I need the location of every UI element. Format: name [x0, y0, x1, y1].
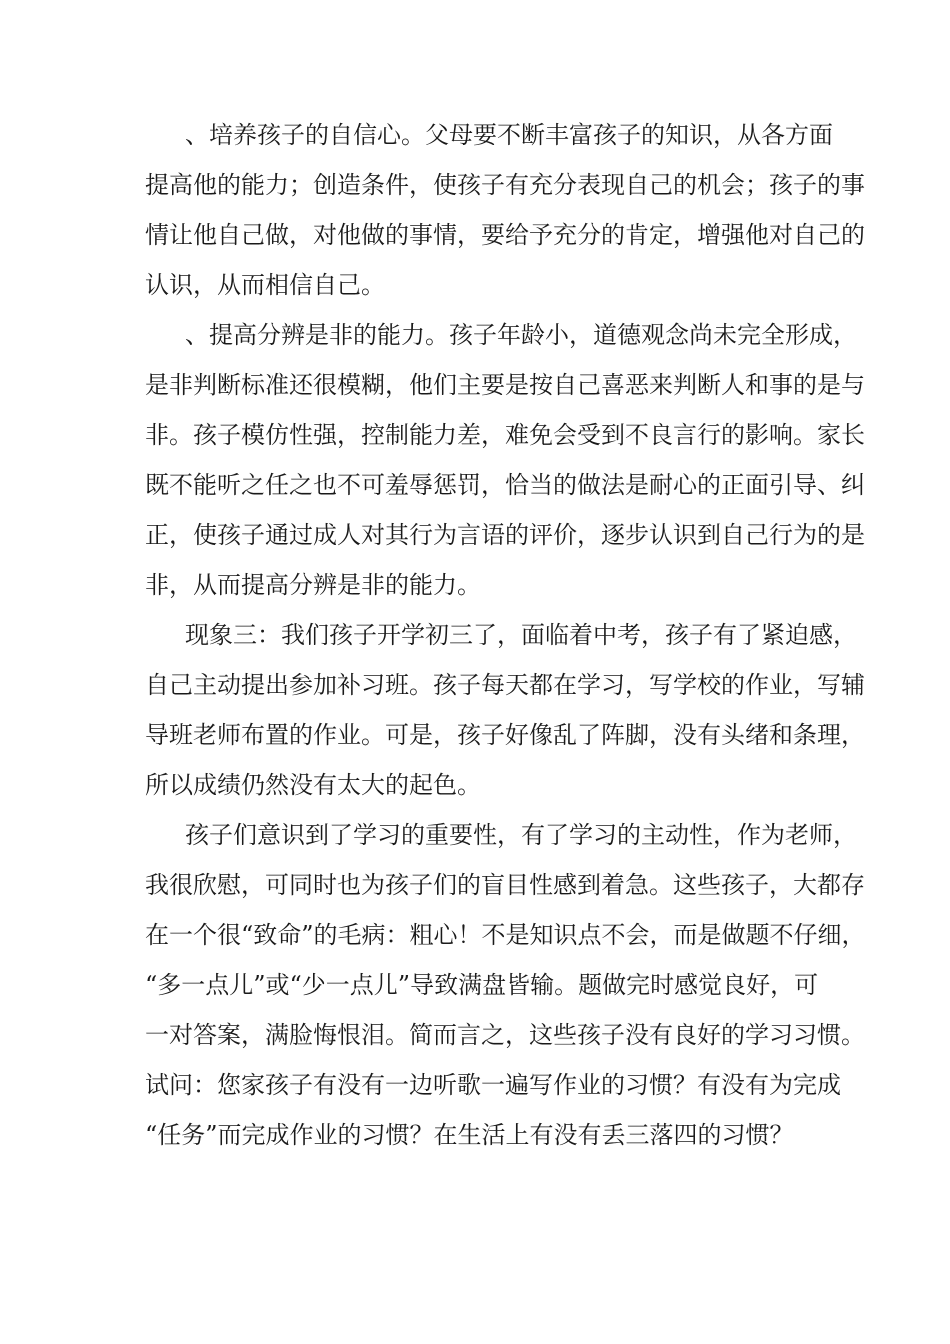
paragraph-2-line-5: 正，使孩子通过成人对其行为言语的评价，逐步认识到自己行为的是 — [145, 521, 865, 549]
paragraph-4-line-3: 在一个很“致命”的毛病：粗心！不是知识点不会，而是做题不仔细， — [145, 921, 866, 949]
paragraph-2-line-4: 既不能听之任之也不可羞辱惩罚，恰当的做法是耐心的正面引导、纠 — [145, 471, 865, 499]
paragraph-2-line-2: 是非判断标准还很模糊，他们主要是按自己喜恶来判断人和事的是与 — [145, 371, 865, 399]
paragraph-4-line-1: 孩子们意识到了学习的重要性，有了学习的主动性，作为老师， — [185, 821, 857, 849]
paragraph-2-line-3: 非。孩子模仿性强，控制能力差，难免会受到不良言行的影响。家长 — [145, 421, 865, 449]
paragraph-4-line-5: 一对答案，满脸悔恨泪。简而言之，这些孩子没有良好的学习习惯。 — [145, 1021, 865, 1049]
paragraph-1-line-1: 、培养孩子的自信心。父母要不断丰富孩子的知识，从各方面 — [185, 121, 833, 149]
paragraph-3-line-3: 导班老师布置的作业。可是，孩子好像乱了阵脚，没有头绪和条理， — [145, 721, 865, 749]
paragraph-2-line-1: 、提高分辨是非的能力。孩子年龄小，道德观念尚未完全形成， — [185, 321, 857, 349]
paragraph-4-line-7: “任务”而完成作业的习惯？在生活上有没有丢三落四的习惯？ — [145, 1121, 794, 1149]
paragraph-3-line-1: 现象三：我们孩子开学初三了，面临着中考，孩子有了紧迫感， — [185, 621, 857, 649]
paragraph-3-line-2: 自己主动提出参加补习班。孩子每天都在学习，写学校的作业，写辅 — [145, 671, 865, 699]
paragraph-3-line-4: 所以成绩仍然没有太大的起色。 — [145, 771, 481, 799]
paragraph-4-line-2: 我很欣慰，可同时也为孩子们的盲目性感到着急。这些孩子，大都存 — [145, 871, 865, 899]
paragraph-1-line-4: 认识，从而相信自己。 — [145, 271, 385, 299]
paragraph-1-line-3: 情让他自己做，对他做的事情，要给予充分的肯定，增强他对自己的 — [145, 221, 865, 249]
paragraph-4-line-6: 试问：您家孩子有没有一边听歌一遍写作业的习惯？有没有为完成 — [145, 1071, 841, 1099]
paragraph-4-line-4: “多一点儿”或“少一点儿”导致满盘皆输。题做完时感觉良好，可 — [145, 971, 819, 999]
paragraph-2-line-6: 非，从而提高分辨是非的能力。 — [145, 571, 481, 599]
paragraph-1-line-2: 提高他的能力；创造条件，使孩子有充分表现自己的机会；孩子的事 — [145, 171, 865, 199]
